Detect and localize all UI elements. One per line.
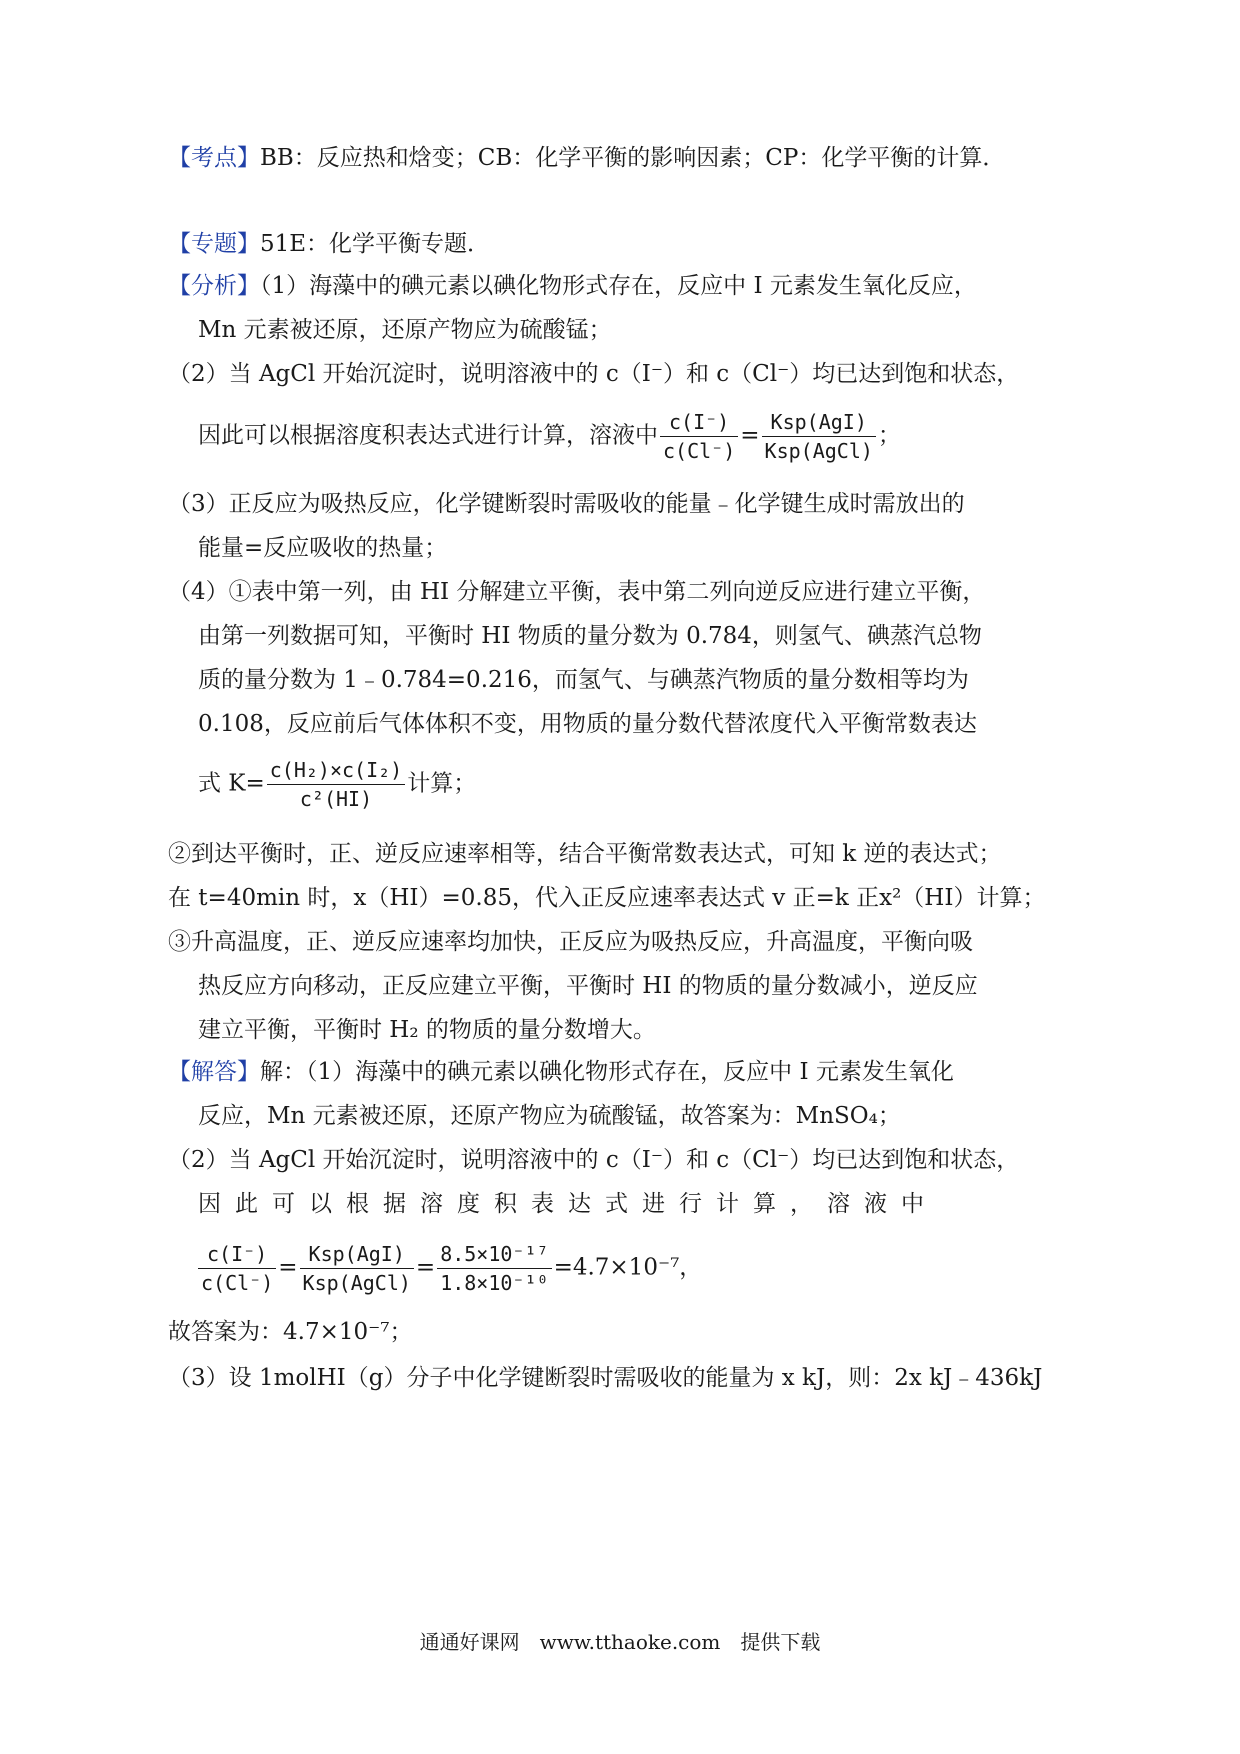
jieda-line-2: 反应，Mn 元素被还原，还原产物应为硫酸锰，故答案为：MnSO₄； bbox=[198, 1103, 901, 1129]
fenxi-line-2: Mn 元素被还原，还原产物应为硫酸锰； bbox=[198, 317, 612, 343]
fenxi-line-15: 热反应方向移动，正反应建立平衡，平衡时 HI 的物质的量分数减小，逆反应 bbox=[198, 973, 978, 999]
fenxi-p2b: 因此可以根据溶度积表达式进行计算，溶液中 bbox=[198, 422, 658, 449]
jieda-fraction-3: $\frac{\text{8.5×10⁻¹⁷}}{\text{1.8×10⁻¹⁰}}$ bbox=[437, 1240, 551, 1297]
jieda-p1a: 解：（1）海藻中的碘元素以碘化物形式存在，反应中 I 元素发生氧化 bbox=[260, 1059, 954, 1085]
jieda-fraction-1: $\frac{c(I^-)}{c(Cl^-)}$ bbox=[198, 1240, 276, 1297]
jieda-line-4: 因此可以根据溶度积表达式进行计算，溶液中 bbox=[198, 1191, 938, 1217]
jieda-line-5 bbox=[196, 1240, 702, 1297]
fenxi-line-4 bbox=[198, 408, 901, 465]
jieda-line-6: 故答案为：4.7×10⁻⁷； bbox=[168, 1319, 413, 1345]
fenxi-line-9: 质的量分数为 1﹣0.784=0.216，而氢气、与碘蒸汽物质的量分数相等均为 bbox=[198, 667, 969, 693]
fenxi-line-14: ③升高温度，正、逆反应速率均加快，正反应为吸热反应，升高温度，平衡向吸 bbox=[168, 929, 973, 955]
jieda-line-7: （3）设 1molHI（g）分子中化学键断裂时需吸收的能量为 x kJ，则：2x kJ﹣436kJ bbox=[168, 1365, 1043, 1391]
equals-sign: = bbox=[740, 422, 760, 449]
equals-sign: = bbox=[415, 1254, 436, 1281]
fenxi-line-16: 建立平衡，平衡时 H₂ 的物质的量分数增大。 bbox=[198, 1017, 656, 1043]
jieda-tag: 【解答】 bbox=[168, 1059, 260, 1085]
fenxi-line-5: （3）正反应为吸热反应，化学键断裂时需吸收的能量﹣化学键生成时需放出的 bbox=[168, 491, 965, 517]
semicolon: ； bbox=[877, 422, 901, 449]
zhuanti-line bbox=[168, 228, 490, 260]
equals-sign: = bbox=[278, 1254, 298, 1281]
fenxi-line-8: 由第一列数据可知，平衡时 HI 物质的量分数为 0.784，则氢气、碘蒸汽总物 bbox=[198, 623, 982, 649]
kaodian-tag: 【考点】 bbox=[168, 145, 260, 171]
fenxi-fraction-1: $\frac{c(I^-)}{c(Cl^-)}$ bbox=[660, 408, 738, 465]
fenxi-line-3: （2）当 AgCl 开始沉淀时，说明溶液中的 c（I⁻）和 c（Cl⁻）均已达到饱和状态， bbox=[168, 361, 1020, 387]
fenxi-line-7: （4）①表中第一列，由 HI 分解建立平衡，表中第二列向逆反应进行建立平衡， bbox=[168, 579, 986, 605]
fenxi-line-12: ②到达平衡时，正、逆反应速率相等，结合平衡常数表达式，可知 k 逆的表达式； bbox=[168, 841, 1002, 867]
zhuanti-tag: 【专题】 bbox=[168, 231, 260, 257]
jieda-line-1 bbox=[168, 1056, 954, 1088]
fenxi-line-13: 在 t=40min 时，x（HI）=0.85，代入正反应速率表达式 v 正=k 正x²（HI）计算； bbox=[168, 885, 1046, 911]
fenxi-line-6: 能量=反应吸收的热量； bbox=[198, 535, 448, 561]
kaodian-line bbox=[168, 142, 1005, 174]
k-expression-prefix: 式 K= bbox=[198, 770, 265, 797]
k-expression-suffix: 计算； bbox=[407, 770, 477, 797]
jieda-fraction-2: $\frac{\text{Ksp(AgI)}}{\text{Ksp(AgCl)}}$ bbox=[300, 1240, 414, 1297]
fenxi-fraction-2: $\frac{\text{Ksp(AgI)}}{\text{Ksp(AgCl)}}$ bbox=[762, 408, 876, 465]
fenxi-line-1 bbox=[168, 270, 977, 302]
fenxi-p1a: （1）海藻中的碘元素以碘化物形式存在，反应中 I 元素发生氧化反应， bbox=[260, 273, 977, 299]
fenxi-tag: 【分析】 bbox=[168, 273, 260, 299]
jieda-line-3: （2）当 AgCl 开始沉淀时，说明溶液中的 c（I⁻）和 c（Cl⁻）均已达到饱和状态， bbox=[168, 1147, 1020, 1173]
jieda-result: =4.7×10⁻⁷， bbox=[553, 1254, 703, 1281]
page-footer: 通通好课网 www.tthaoke.com 提供下载 bbox=[419, 1630, 821, 1654]
kaodian-text: BB：反应热和焓变；CB：化学平衡的影响因素；CP：化学平衡的计算． bbox=[260, 145, 1006, 171]
fenxi-line-10: 0.108，反应前后气体体积不变，用物质的量分数代替浓度代入平衡常数表达 bbox=[198, 711, 977, 737]
k-expression-fraction: $\frac{\text{c(H₂)×c(I₂)}}{\text{c²(HI)}}$ bbox=[267, 756, 405, 813]
zhuanti-text: 51E：化学平衡专题． bbox=[260, 231, 491, 257]
fenxi-line-11 bbox=[198, 756, 476, 813]
